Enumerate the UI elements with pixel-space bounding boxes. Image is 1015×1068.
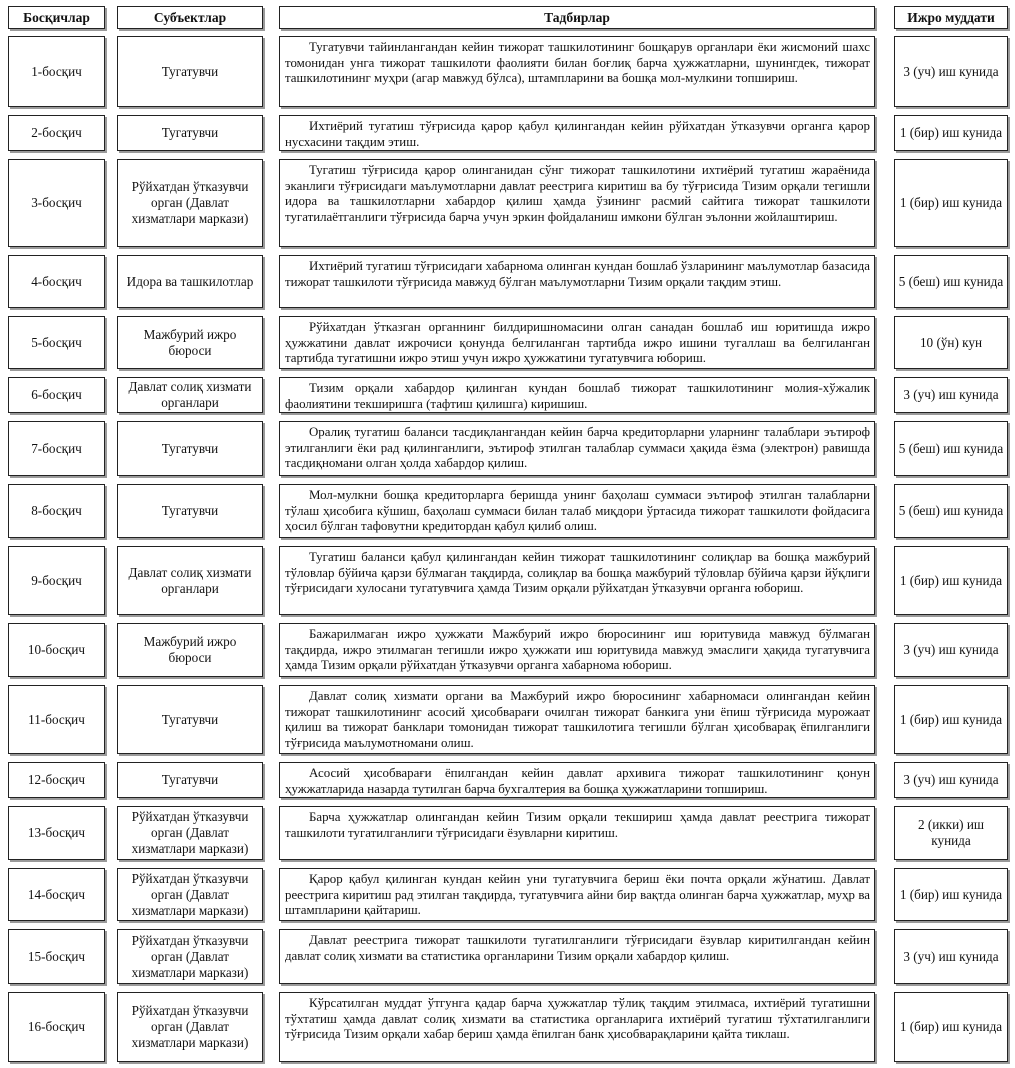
action-cell (279, 685, 875, 754)
deadline-cell: 10 (ўн) кун (894, 316, 1008, 369)
action-cell (279, 421, 875, 476)
action-text: Тугатиш тўғрисида қарор олинганидан сўнг тижорат ташкилотини ихтиёрий тугатиш жараёнида эканлиги тўғрисидаги маълумотларни давлат реестрига киритиш ва бу тўғрисида Тизим орқали тегишли идора ва ташкилотларни хабардор қилиш ҳамда ўзининг расмий сайтига тижорат ташкилоти тугатилаётганлиги тўғрисида барча учун эркин фойдаланиш имкони бўлган эълонни жойлаштириш. (285, 163, 870, 224)
stage-cell: 9-босқич (8, 546, 105, 615)
deadline-cell: 3 (уч) иш кунида (894, 929, 1008, 984)
stage-cell: 5-босқич (8, 316, 105, 369)
deadline-cell: 1 (бир) иш кунида (894, 992, 1008, 1062)
subject-cell: Тугатувчи (117, 484, 263, 538)
deadline-cell: 3 (уч) иш кунида (894, 623, 1008, 677)
action-cell (279, 623, 875, 677)
subject-cell: Мажбурий ижро бюроси (117, 623, 263, 677)
stage-cell: 11-босқич (8, 685, 105, 754)
subject-cell: Тугатувчи (117, 762, 263, 798)
stage-cell: 1-босқич (8, 36, 105, 107)
subject-cell: Тугатувчи (117, 36, 263, 107)
subject-cell: Идора ва ташкилотлар (117, 255, 263, 308)
action-text: Тизим орқали хабардор қилинган кундан бошлаб тижорат ташкилотининг молия-хўжалик фаолиятини текширишга (тафтиш қилишга) киришиш. (285, 381, 870, 411)
subject-cell: Тугатувчи (117, 685, 263, 754)
header-actions: Тадбирлар (279, 6, 875, 29)
subject-cell: Рўйхатдан ўтказувчи орган (Давлат хизматлари маркази) (117, 929, 263, 984)
deadline-cell: 5 (беш) иш кунида (894, 484, 1008, 538)
action-cell (279, 377, 875, 413)
stage-cell: 3-босқич (8, 159, 105, 247)
subject-cell: Давлат солиқ хизмати органлари (117, 377, 263, 413)
action-cell (279, 762, 875, 798)
action-text: Асосий ҳисобварағи ёпилгандан кейин давлат архивига тижорат ташкилотининг қонун ҳужжатларида назарда тутилган барча бухгалтерия ва бошқа ҳужжатларини топшириш. (285, 766, 870, 796)
header-stage: Босқичлар (8, 6, 105, 29)
subject-cell: Давлат солиқ хизмати органлари (117, 546, 263, 615)
deadline-cell: 1 (бир) иш кунида (894, 115, 1008, 151)
stage-cell: 12-босқич (8, 762, 105, 798)
subject-cell: Рўйхатдан ўтказувчи орган (Давлат хизматлари маркази) (117, 868, 263, 921)
action-cell (279, 868, 875, 921)
stage-cell: 10-босқич (8, 623, 105, 677)
stage-cell: 4-босқич (8, 255, 105, 308)
header-subjects: Субъектлар (117, 6, 263, 29)
action-cell (279, 36, 875, 107)
deadline-cell: 3 (уч) иш кунида (894, 377, 1008, 413)
action-text: Оралиқ тугатиш баланси тасдиқлангандан кейин барча кредиторларни уларнинг талаблари эътироф этилганлиги ёки рад қилинганлиги, эътироф этилган талаблар суммаси ҳақида ёзма (электрон) равишда тасдиқномани олган ҳолда хабардор қилиш. (285, 425, 870, 471)
deadline-cell: 5 (беш) иш кунида (894, 421, 1008, 476)
action-text: Кўрсатилган муддат ўтгунга қадар барча ҳужжатлар тўлиқ тақдим этилмаса, ихтиёрий тугатишни тўхтатиш ҳамда давлат солиқ хизмати ва статистика органларига ихтиёрий тугатиш тўхтатилганлиги тўғрисида Тизим орқали хабар бериш ҳамда ёпилган банк ҳисобварақларини қайта тиклаш. (285, 996, 870, 1042)
deadline-cell: 1 (бир) иш кунида (894, 159, 1008, 247)
stage-cell: 7-босқич (8, 421, 105, 476)
action-text: Ихтиёрий тугатиш тўғрисидаги хабарнома олинган кундан бошлаб ўзларининг маълумотлар базасида тижорат ташкилоти тўғрисида мавжуд бўлган маълумотларни Тизим орқали тақдим этиш. (285, 259, 870, 289)
action-text: Тугатувчи тайинлангандан кейин тижорат ташкилотининг бошқарув органлари ёки жисмоний шахс томонидан унга тижорат ташкилоти фаолияти билан боғлиқ барча ҳужжатларни, шунингдек, тижорат ташкилотининг муҳри (агар мавжуд бўлса), штампларини ва бошқа мол-мулкини топшириш. (285, 40, 870, 86)
action-cell (279, 316, 875, 369)
action-text: Давлат реестрига тижорат ташкилоти тугатилганлиги тўғрисидаги ёзувлар киритилгандан кейин давлат солиқ хизмати ва статистика органларини Тизим орқали хабардор қилиш. (285, 933, 870, 963)
action-text: Тугатиш баланси қабул қилингандан кейин тижорат ташкилотининг солиқлар ва бошқа мажбурий тўловлар бўйича қарзи бўлмаган тақдирда, солиқлар ва бошқа мажбурий тўловлар бўйича қарзи йўқлиги тўғрисидаги хулосани тугатувчига ҳамда Тизим орқали рўйхатдан ўтказувчи органга юбориш. (285, 550, 870, 596)
subject-cell: Рўйхатдан ўтказувчи орган (Давлат хизматлари маркази) (117, 159, 263, 247)
header-deadline: Ижро муддати (894, 6, 1008, 29)
action-cell (279, 929, 875, 984)
action-cell (279, 159, 875, 247)
action-cell (279, 992, 875, 1062)
stage-cell: 14-босқич (8, 868, 105, 921)
stage-cell: 6-босқич (8, 377, 105, 413)
stage-cell: 13-босқич (8, 806, 105, 860)
subject-cell: Тугатувчи (117, 421, 263, 476)
subject-cell: Тугатувчи (117, 115, 263, 151)
stage-cell: 2-босқич (8, 115, 105, 151)
stage-cell: 8-босқич (8, 484, 105, 538)
action-text: Мол-мулкни бошқа кредиторларга беришда унинг баҳолаш суммаси эътироф этилган талабларни тўлаш ҳисобига кўшиш, баҳолаш суммаси билан талаб миқдори ўртасида тижорат ташкилоти фойдасига ҳосил бўлган тафовутни кредитордан қабул қилиб олиш. (285, 488, 870, 534)
action-cell (279, 115, 875, 151)
deadline-cell: 1 (бир) иш кунида (894, 546, 1008, 615)
deadline-cell: 2 (икки) иш кунида (894, 806, 1008, 860)
subject-cell: Рўйхатдан ўтказувчи орган (Давлат хизматлари маркази) (117, 806, 263, 860)
deadline-cell: 5 (беш) иш кунида (894, 255, 1008, 308)
action-cell (279, 255, 875, 308)
action-text: Давлат солиқ хизмати органи ва Мажбурий ижро бюросининг хабарномаси олингандан кейин тижорат ташкилотининг асосий ҳисобварағи очилган тижорат банкига уни ёпиш тўғрисида мурожаат қилиш ва тижорат банклари томонидан тижорат ташкилотига тегишли бўлган ҳисобварақ ёпилганлиги тўғрисида маълумотномани олиш. (285, 689, 870, 750)
action-text: Ихтиёрий тугатиш тўғрисида қарор қабул қилингандан кейин рўйхатдан ўтказувчи органга қарор нусхасини тақдим этиш. (285, 119, 870, 149)
deadline-cell: 3 (уч) иш кунида (894, 762, 1008, 798)
action-cell (279, 806, 875, 860)
stage-cell: 16-босқич (8, 992, 105, 1062)
action-cell (279, 546, 875, 615)
deadline-cell: 1 (бир) иш кунида (894, 685, 1008, 754)
deadline-cell: 3 (уч) иш кунида (894, 36, 1008, 107)
action-text: Барча ҳужжатлар олингандан кейин Тизим орқали текшириш ҳамда давлат реестрига тижорат ташкилоти тугатилганлиги тўғрисидаги ёзувларни киритиш. (285, 810, 870, 840)
deadline-cell: 1 (бир) иш кунида (894, 868, 1008, 921)
action-text: Бажарилмаган ижро ҳужжати Мажбурий ижро бюросининг иш юритувида мавжуд бўлмаган тақдирда, ижро этилмаган тегишли ижро ҳужжати иш юритувида мавжуд эмаслиги ҳақида тугатувчига ҳамда Тизим орқали рўйхатдан ўтказувчи органга хабарнома юбориш. (285, 627, 870, 673)
subject-cell: Мажбурий ижро бюроси (117, 316, 263, 369)
stage-cell: 15-босқич (8, 929, 105, 984)
subject-cell: Рўйхатдан ўтказувчи орган (Давлат хизматлари маркази) (117, 992, 263, 1062)
action-text: Қарор қабул қилинган кундан кейин уни тугатувчига бериш ёки почта орқали жўнатиш. Давлат реестрига киритиш рад этилган тақдирда, тугатувчига айни бир вақтда олинган барча ҳужжатлар, муҳр ва штампларини қайтариш. (285, 872, 870, 918)
action-text: Рўйхатдан ўтказган органнинг билдиришномасини олган санадан бошлаб иш юритишда ижро ҳужжатини давлат ижрочиси қонунда белгиланган тартибда ижро ишини тугаллаш ва белгиланган тартибда тугатишни ижро этиш учун ижро ҳужжатини тугатувчига юбориш. (285, 320, 870, 366)
action-cell (279, 484, 875, 538)
